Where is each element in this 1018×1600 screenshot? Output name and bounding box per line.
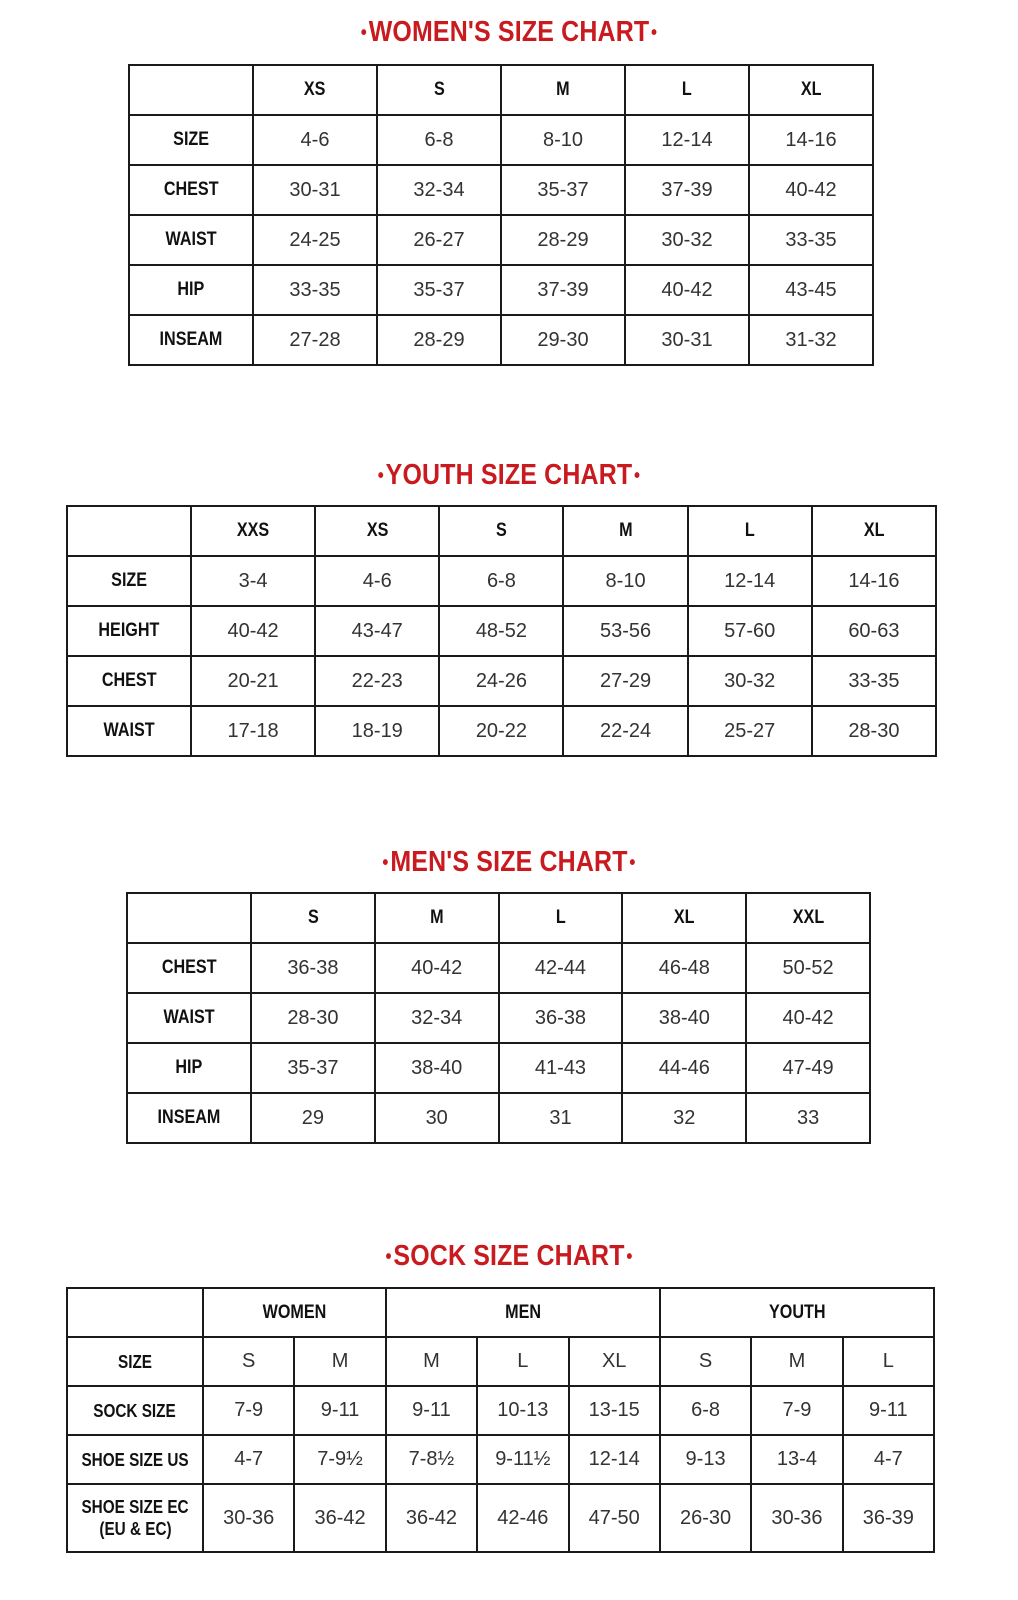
table-cell: 37-39 xyxy=(501,265,625,315)
table-cell: 6-8 xyxy=(439,556,563,606)
table-cell: 30-32 xyxy=(625,215,749,265)
table-cell: 31-32 xyxy=(749,315,873,365)
column-header: XXS xyxy=(191,506,315,556)
men-size-table xyxy=(126,892,871,1144)
table-cell: 28-30 xyxy=(812,706,936,756)
table-cell: 46-48 xyxy=(622,943,746,993)
row-label: HIP xyxy=(127,1043,251,1093)
table-cell: 33-35 xyxy=(812,656,936,706)
table-cell: 7-8½ xyxy=(386,1435,477,1484)
table-cell: 30-36 xyxy=(751,1484,842,1552)
table-cell: 60-63 xyxy=(812,606,936,656)
table-cell: 32 xyxy=(622,1093,746,1143)
table-cell: 13-4 xyxy=(751,1435,842,1484)
table-cell: 30-32 xyxy=(688,656,812,706)
table-cell: 13-15 xyxy=(569,1386,660,1435)
table-cell: 57-60 xyxy=(688,606,812,656)
table-cell: 7-9½ xyxy=(294,1435,385,1484)
table-cell: 27-28 xyxy=(253,315,377,365)
women-size-table xyxy=(128,64,874,366)
table-row xyxy=(67,706,936,756)
column-header: M xyxy=(501,65,625,115)
row-label: SHOE SIZE US xyxy=(67,1435,203,1484)
table-cell: 26-30 xyxy=(660,1484,751,1552)
table-cell: 29 xyxy=(251,1093,375,1143)
column-header: XL xyxy=(812,506,936,556)
table-cell: 9-11½ xyxy=(477,1435,568,1484)
row-label: CHEST xyxy=(129,165,253,215)
table-cell: 32-34 xyxy=(375,993,499,1043)
table-cell: 3-4 xyxy=(191,556,315,606)
table-cell: 38-40 xyxy=(622,993,746,1043)
table-row xyxy=(67,1435,934,1484)
table-cell: 35-37 xyxy=(377,265,501,315)
column-header: S xyxy=(251,893,375,943)
table-cell: 30 xyxy=(375,1093,499,1143)
table-cell: 40-42 xyxy=(625,265,749,315)
column-header: XS xyxy=(253,65,377,115)
row-label: SHOE SIZE EC (EU & EC) xyxy=(67,1484,203,1552)
table-row xyxy=(129,265,873,315)
table-cell: 36-42 xyxy=(294,1484,385,1552)
table-header-row xyxy=(127,893,870,943)
table-cell: 36-38 xyxy=(499,993,623,1043)
table-cell: M xyxy=(386,1337,477,1386)
group-header-women: WOMEN xyxy=(203,1288,386,1337)
table-cell: 47-50 xyxy=(569,1484,660,1552)
table-cell: 12-14 xyxy=(625,115,749,165)
table-row xyxy=(127,993,870,1043)
sock-chart-title: •SOCK SIZE CHART• xyxy=(385,1240,633,1272)
column-header: L xyxy=(625,65,749,115)
table-cell: 48-52 xyxy=(439,606,563,656)
group-header-youth: YOUTH xyxy=(660,1288,934,1337)
table-cell: 50-52 xyxy=(746,943,870,993)
corner-cell xyxy=(129,65,253,115)
table-cell: 12-14 xyxy=(569,1435,660,1484)
table-row xyxy=(67,1337,934,1386)
table-header-row xyxy=(129,65,873,115)
table-cell: 4-6 xyxy=(253,115,377,165)
table-cell: 7-9 xyxy=(203,1386,294,1435)
table-row xyxy=(129,215,873,265)
table-cell: 28-29 xyxy=(377,315,501,365)
group-header-men: MEN xyxy=(386,1288,660,1337)
table-row xyxy=(127,1093,870,1143)
table-cell: 37-39 xyxy=(625,165,749,215)
table-cell: 22-23 xyxy=(315,656,439,706)
table-cell: 35-37 xyxy=(501,165,625,215)
sock-size-table xyxy=(66,1287,935,1553)
table-cell: 31 xyxy=(499,1093,623,1143)
table-cell: 24-26 xyxy=(439,656,563,706)
table-cell: 35-37 xyxy=(251,1043,375,1093)
table-cell: L xyxy=(477,1337,568,1386)
column-header: L xyxy=(499,893,623,943)
table-cell: 6-8 xyxy=(660,1386,751,1435)
table-cell: 40-42 xyxy=(749,165,873,215)
table-cell: 42-44 xyxy=(499,943,623,993)
table-cell: 27-29 xyxy=(563,656,687,706)
column-header: L xyxy=(688,506,812,556)
row-label: SIZE xyxy=(67,1337,203,1386)
table-cell: 33-35 xyxy=(749,215,873,265)
table-cell: 18-19 xyxy=(315,706,439,756)
table-cell: 47-49 xyxy=(746,1043,870,1093)
table-row xyxy=(67,656,936,706)
row-label: WAIST xyxy=(127,993,251,1043)
table-cell: 30-31 xyxy=(253,165,377,215)
table-group-header-row xyxy=(67,1288,934,1337)
table-cell: 4-6 xyxy=(315,556,439,606)
table-row xyxy=(67,606,936,656)
table-cell: 38-40 xyxy=(375,1043,499,1093)
table-cell: 22-24 xyxy=(563,706,687,756)
table-cell: 8-10 xyxy=(501,115,625,165)
table-cell: 20-22 xyxy=(439,706,563,756)
women-chart-title: •WOMEN'S SIZE CHART• xyxy=(360,16,658,48)
table-cell: 33 xyxy=(746,1093,870,1143)
row-label: CHEST xyxy=(127,943,251,993)
table-cell: 42-46 xyxy=(477,1484,568,1552)
table-row xyxy=(129,315,873,365)
youth-size-table xyxy=(66,505,937,757)
table-cell: S xyxy=(660,1337,751,1386)
table-cell: 40-42 xyxy=(191,606,315,656)
row-label: CHEST xyxy=(67,656,191,706)
table-cell: 53-56 xyxy=(563,606,687,656)
table-cell: 6-8 xyxy=(377,115,501,165)
table-cell: 14-16 xyxy=(749,115,873,165)
table-row xyxy=(129,115,873,165)
column-header: XL xyxy=(622,893,746,943)
table-cell: 9-13 xyxy=(660,1435,751,1484)
row-label: WAIST xyxy=(67,706,191,756)
table-cell: 32-34 xyxy=(377,165,501,215)
table-cell: 28-29 xyxy=(501,215,625,265)
column-header: M xyxy=(563,506,687,556)
table-header-row xyxy=(67,506,936,556)
row-label: HIP xyxy=(129,265,253,315)
table-cell: 30-36 xyxy=(203,1484,294,1552)
table-cell: 33-35 xyxy=(253,265,377,315)
table-row xyxy=(129,165,873,215)
row-label: INSEAM xyxy=(127,1093,251,1143)
row-label: WAIST xyxy=(129,215,253,265)
table-cell: 9-11 xyxy=(294,1386,385,1435)
table-cell: 36-42 xyxy=(386,1484,477,1552)
column-header: S xyxy=(439,506,563,556)
table-cell: 14-16 xyxy=(812,556,936,606)
table-cell: 25-27 xyxy=(688,706,812,756)
table-cell: S xyxy=(203,1337,294,1386)
table-cell: 36-38 xyxy=(251,943,375,993)
table-cell: 24-25 xyxy=(253,215,377,265)
column-header: XXL xyxy=(746,893,870,943)
men-chart-title: •MEN'S SIZE CHART• xyxy=(382,846,636,878)
table-cell: 40-42 xyxy=(746,993,870,1043)
corner-cell xyxy=(127,893,251,943)
column-header: M xyxy=(375,893,499,943)
table-cell: 43-45 xyxy=(749,265,873,315)
table-cell: M xyxy=(751,1337,842,1386)
table-cell: 12-14 xyxy=(688,556,812,606)
column-header: S xyxy=(377,65,501,115)
table-row xyxy=(67,556,936,606)
table-cell: 28-30 xyxy=(251,993,375,1043)
row-label: SIZE xyxy=(67,556,191,606)
table-cell: L xyxy=(843,1337,934,1386)
column-header: XL xyxy=(749,65,873,115)
table-cell: 30-31 xyxy=(625,315,749,365)
row-label: INSEAM xyxy=(129,315,253,365)
table-cell: 8-10 xyxy=(563,556,687,606)
corner-cell xyxy=(67,506,191,556)
table-cell: 4-7 xyxy=(203,1435,294,1484)
table-cell: M xyxy=(294,1337,385,1386)
table-cell: 9-11 xyxy=(386,1386,477,1435)
table-row xyxy=(127,943,870,993)
table-cell: 44-46 xyxy=(622,1043,746,1093)
table-cell: 26-27 xyxy=(377,215,501,265)
table-cell: 41-43 xyxy=(499,1043,623,1093)
table-cell: 7-9 xyxy=(751,1386,842,1435)
row-label: SOCK SIZE xyxy=(67,1386,203,1435)
table-cell: 10-13 xyxy=(477,1386,568,1435)
table-row xyxy=(127,1043,870,1093)
row-label: SIZE xyxy=(129,115,253,165)
table-row xyxy=(67,1484,934,1552)
table-row xyxy=(67,1386,934,1435)
youth-chart-title: •YOUTH SIZE CHART• xyxy=(377,459,641,491)
table-cell: 17-18 xyxy=(191,706,315,756)
table-cell: 29-30 xyxy=(501,315,625,365)
table-cell: XL xyxy=(569,1337,660,1386)
table-cell: 43-47 xyxy=(315,606,439,656)
table-cell: 40-42 xyxy=(375,943,499,993)
table-cell: 20-21 xyxy=(191,656,315,706)
table-cell: 36-39 xyxy=(843,1484,934,1552)
table-cell: 9-11 xyxy=(843,1386,934,1435)
column-header: XS xyxy=(315,506,439,556)
corner-cell xyxy=(67,1288,203,1337)
row-label: HEIGHT xyxy=(67,606,191,656)
table-cell: 4-7 xyxy=(843,1435,934,1484)
